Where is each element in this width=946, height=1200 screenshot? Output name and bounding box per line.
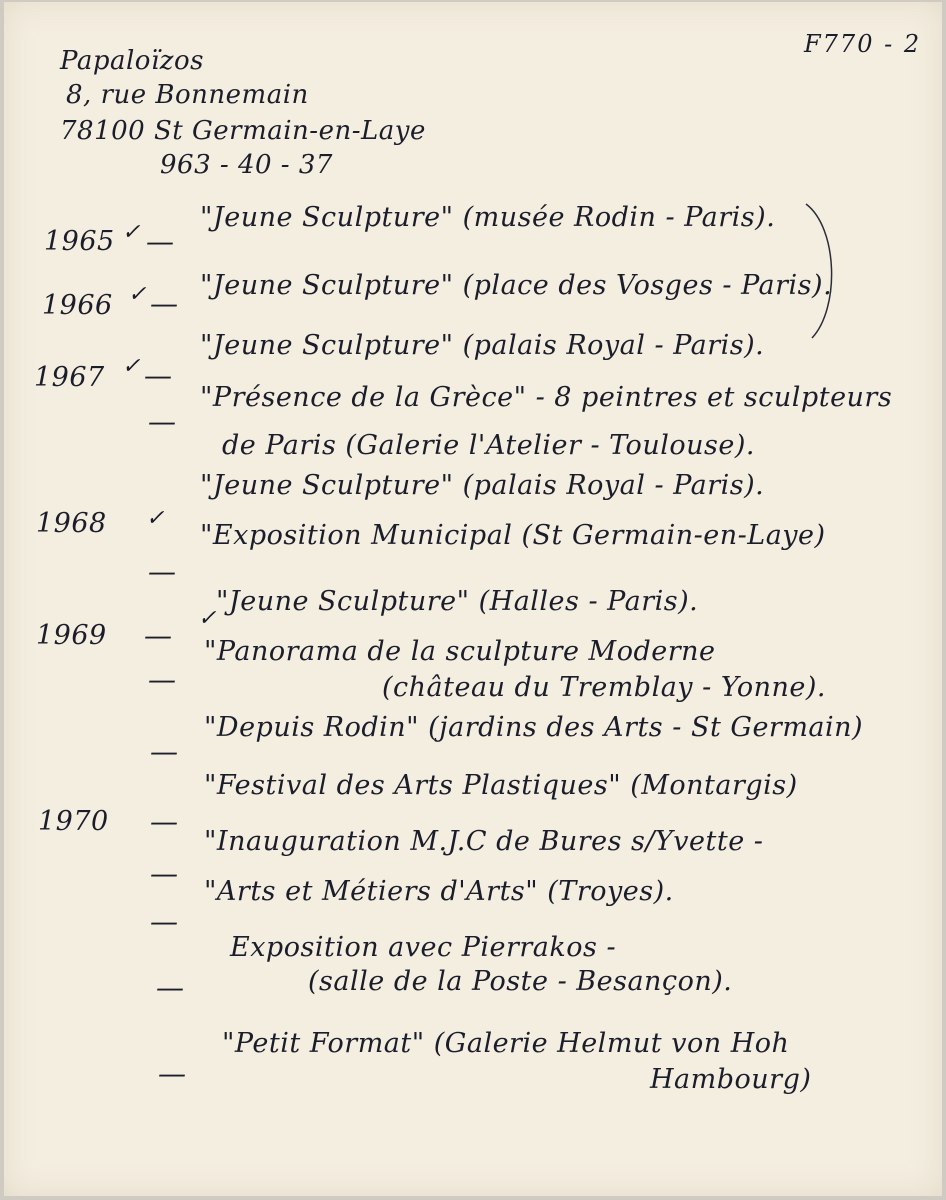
exhibition-entry: "Exposition Municipal (St Germain-en-Laye) [200,520,826,551]
dash-mark: — [144,359,173,392]
check-mark-icon: ✓ [198,606,217,631]
exhibition-entry: "Jeune Sculpture" (place des Vosges - Paris). [200,270,833,301]
dash-mark: — [148,405,177,438]
dash-mark: — [150,287,179,320]
check-mark-icon: ✓ [146,506,165,531]
exhibition-entry: "Jeune Sculpture" (palais Royal - Paris). [200,470,765,501]
exhibition-entry: "Jeune Sculpture" (Halles - Paris). [216,586,699,617]
year-label: 1969 [36,620,107,651]
check-mark-icon: ✓ [122,354,141,379]
dash-mark: — [144,619,173,652]
exhibition-continuation: (château du Tremblay - Yonne). [382,672,826,703]
exhibition-entry: "Arts et Métiers d'Arts" (Troyes). [204,876,674,907]
exhibition-entry: Exposition avec Pierrakos - [230,932,617,963]
dash-mark: — [150,735,179,768]
year-label: 1970 [38,806,109,837]
dash-mark: — [148,663,177,696]
check-mark-icon: ✓ [128,282,147,307]
exhibition-entry: "Jeune Sculpture" (palais Royal - Paris). [200,330,765,361]
address-name: Papaloïzos [60,46,204,76]
dash-mark: — [156,971,185,1004]
exhibition-entry: "Inauguration M.J.C de Bures s/Yvette - [204,826,764,857]
exhibition-entry: "Festival des Arts Plastiques" (Montargis) [204,770,798,801]
exhibition-entry: "Jeune Sculpture" (musée Rodin - Paris). [200,202,776,233]
bracket-curve [804,198,844,348]
dash-mark: — [148,555,177,588]
exhibition-continuation: de Paris (Galerie l'Atelier - Toulouse). [222,430,755,461]
exhibition-continuation: (salle de la Poste - Besançon). [308,966,733,997]
dash-mark: — [158,1057,187,1090]
exhibition-entry: "Panorama de la sculpture Moderne [204,636,716,667]
exhibition-entry: "Petit Format" (Galerie Helmut von Hoh [222,1028,790,1059]
dash-mark: — [150,905,179,938]
reference-number: F770 - 2 [804,30,922,58]
exhibition-continuation: Hambourg) [650,1064,812,1095]
year-label: 1967 [34,362,105,393]
dash-mark: — [146,225,175,258]
exhibition-entry: "Depuis Rodin" (jardins des Arts - St Germain) [204,712,864,743]
year-label: 1966 [42,290,113,321]
year-label: 1968 [36,508,107,539]
address-phone: 963 - 40 - 37 [160,150,333,180]
address-street: 8, rue Bonnemain [66,80,309,110]
exhibition-entry: "Présence de la Grèce" - 8 peintres et sculpteurs [200,382,893,413]
handwritten-page [4,2,942,1196]
address-city: 78100 St Germain-en-Laye [60,116,426,146]
year-label: 1965 [44,226,115,257]
dash-mark: — [150,805,179,838]
check-mark-icon: ✓ [122,220,141,245]
dash-mark: — [150,857,179,890]
